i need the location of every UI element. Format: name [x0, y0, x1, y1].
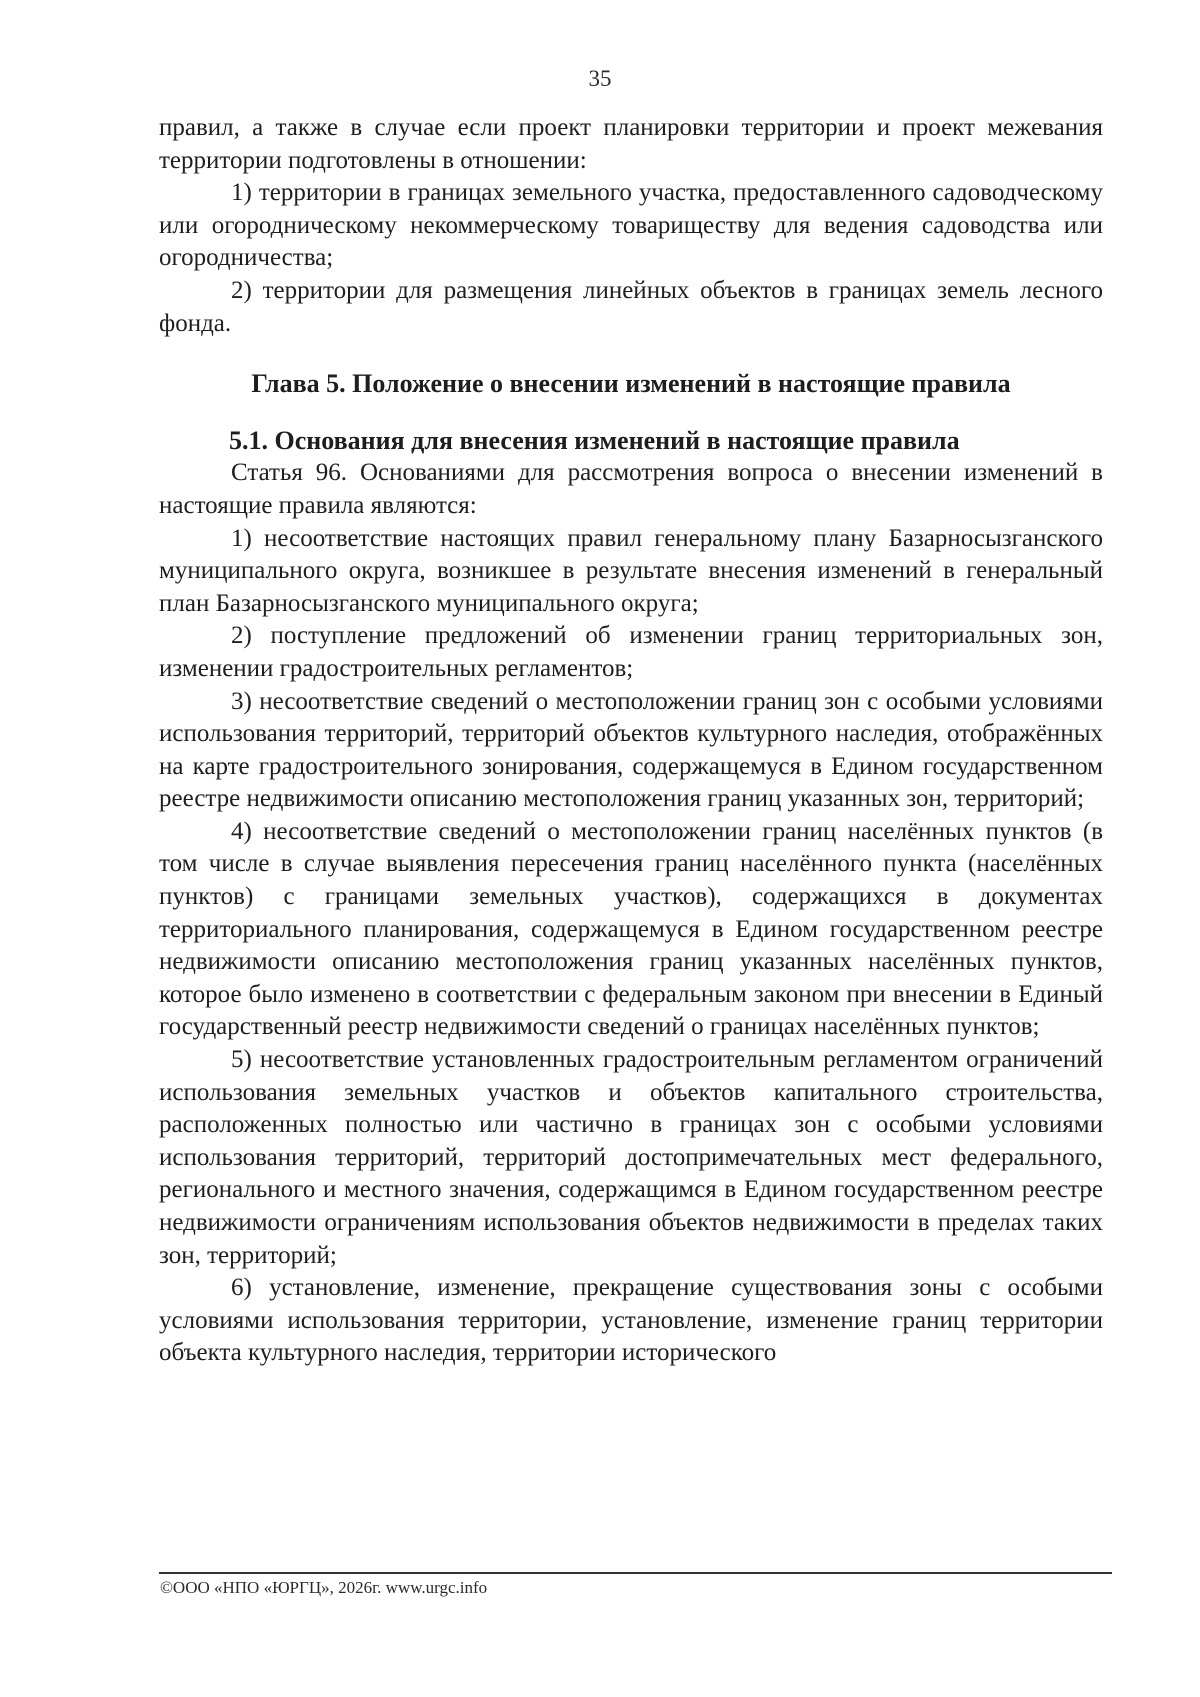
- list-item: 1) несоответствие настоящих правил генеральному плану Базарносызганского муниципального округа, возникшее в результате внесения изменений в генеральный план Базарносызганского муниципального округа;: [159, 524, 1103, 617]
- article-paragraph: Статья 96. Основаниями для рассмотрения вопроса о внесении изменений в настоящие правила являются:: [159, 459, 1103, 519]
- list-item: 3) несоответствие сведений о местоположении границ зон с особыми условиями использования территорий, территорий объектов культурного наследия, отображённых на карте градостроительного зонирования, содержащемуся в Едином государственном реестре недвижимости описанию местоположения границ указанных зон, территорий;: [159, 687, 1103, 813]
- list-item: 4) несоответствие сведений о местоположении границ населённых пунктов (в том числе в случае выявления пересечения границ населённого пункта (населённых пунктов) с границами земельных участков), содержащихся в документах территориального планирования, содержащемуся в Едином государственном реестре недвижимости описанию местоположения границ указанных населённых пунктов, которое было изменено в соответствии с федеральным законом при внесении в Единый государственный реестр недвижимости сведений о границах населённых пунктов;: [159, 817, 1103, 1041]
- footer-divider: [159, 1572, 1112, 1574]
- list-item: 1) территории в границах земельного участка, предоставленного садоводческому или огородническому некоммерческому товариществу для ведения садоводства или огородничества;: [159, 179, 1103, 272]
- footer-copyright: ©ООО «НПО «ЮРГЦ», 2026г. www.urgc.info: [160, 1578, 488, 1597]
- list-item: 2) территории для размещения линейных объектов в границах земель лесного фонда.: [159, 276, 1103, 337]
- list-item: 5) несоответствие установленных градостроительным регламентом ограничений использования земельных участков и объектов капитального строительства, расположенных полностью или частично в границах зон с особыми условиями использования территорий, территорий достопримечательных мест федерального, регионального и местного значения, содержащимся в Едином государственном реестре недвижимости ограничениям использования объектов недвижимости в пределах таких зон, территорий;: [159, 1046, 1103, 1269]
- list-item: 2) поступление предложений об изменении границ территориальных зон, изменении градостроительных регламентов;: [159, 622, 1103, 682]
- chapter-heading: Глава 5. Положение о внесении изменений в настоящие правила: [251, 369, 1011, 399]
- page-number: 35: [588, 66, 612, 91]
- list-item: 6) установление, изменение, прекращение существования зоны с особыми условиями использования территории, установление, изменение границ территории объекта культурного наследия, территории исторического: [159, 1274, 1103, 1367]
- document-body: [159, 112, 1103, 1370]
- paragraph-continuation: правил, а также в случае если проект планировки территории и проект межевания территории подготовлены в отношении:: [159, 114, 1103, 174]
- section-heading: 5.1. Основания для внесения изменений в настоящие правила: [229, 425, 960, 455]
